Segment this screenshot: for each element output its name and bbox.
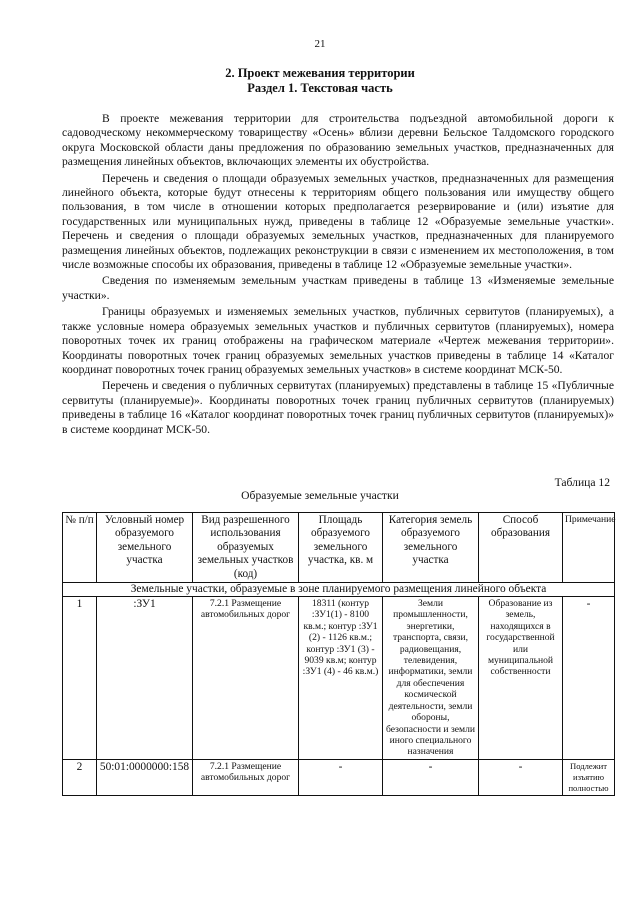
cell-category: Земли промышленности, энергетики, транспорта, связи, радиовещания, телевидения, информатики, земли для обеспечения космической деятельности, земли обороны, безопасности и земли иного специального назначения — [383, 597, 479, 760]
cell-note: Подлежит изъятию полностью — [563, 759, 615, 795]
cell-use: 7.2.1 Размещение автомобильных дорог — [193, 759, 299, 795]
header-cell: Способ образования — [479, 513, 563, 583]
table-section-row — [63, 583, 615, 597]
header-cell: Примечание — [563, 513, 615, 583]
cell-area: - — [299, 759, 383, 795]
table-title: Образуемые земельные участки — [241, 489, 399, 502]
header-cell: Категория земель образуемого земельного участка — [383, 513, 479, 583]
cell-num: 1 — [63, 597, 97, 760]
cell-area: 18311 (контур :ЗУ1(1) - 8100 кв.м.; контур :ЗУ1 (2) - 1126 кв.м.; контур :ЗУ1 (3) - 9039 кв.м; контур :ЗУ1 (4) - 46 кв.м.) — [299, 597, 383, 760]
paragraph: Границы образуемых и изменяемых земельных участков, публичных сервитутов (планируемых), а также условные номера образуемых земельных участков и публичных сервитутов (планируемых), номера поворотных точек их границ отображены на графическом материале «Чертеж межевания территории». Координаты поворотных точек границ образуемых земельных участков приведены в таблице 14 «Каталог координат поворотных точек границ образуемых земельных участков» в системе координат МСК-50. — [62, 305, 614, 376]
section-heading — [0, 66, 640, 96]
cell-note: - — [563, 597, 615, 760]
heading-line-1: 2. Проект межевания территории — [225, 66, 415, 80]
cell-use: 7.2.1 Размещение автомобильных дорог — [193, 597, 299, 760]
table-row — [63, 759, 615, 795]
cell-method: Образование из земель, находящихся в государственной или муниципальной собственности — [479, 597, 563, 760]
cell-id: 50:01:0000000:158 — [97, 759, 193, 795]
cell-method: - — [479, 759, 563, 795]
table-caption: Таблица 12 — [554, 476, 610, 489]
body-text — [62, 112, 614, 439]
cell-category: - — [383, 759, 479, 795]
heading-line-2: Раздел 1. Текстовая часть — [247, 81, 393, 95]
header-cell: Условный номер образуемого земельного участка — [97, 513, 193, 583]
section-cell: Земельные участки, образуемые в зоне планируемого размещения линейного объекта — [63, 583, 615, 597]
paragraph: В проекте межевания территории для строительства подъездной автомобильной дороги к садоводческому некоммерческому товариществу «Осень» вблизи деревни Бельское Талдомского городского округа Московской области даны предложения по образованию земельных участков, предназначенных для размещения линейных объектов, включающих элементы их обустройства. — [62, 112, 614, 169]
header-cell: № п/п — [63, 513, 97, 583]
header-cell: Вид разрешенного использования образуемых земельных участков (код) — [193, 513, 299, 583]
land-plots-table — [62, 512, 615, 796]
paragraph: Перечень и сведения о площади образуемых земельных участков, предназначенных для размещения линейного объекта, которые будут отнесены к территориям общего пользования или имуществу общего пользования, в том числе в отношении которых предполагается резервирование и (или) изъятие для государственных или муниципальных нужд, приведены в таблице 12 «Образуемые земельные участки». Перечень и сведения о площади образуемых земельных участков, предназначенных для планируемого размещения линейных объектов, подлежащих реконструкции в связи с изменением их местоположения, в том числе возможные способы их образования, приведены в таблице 12 «Образуемые земельные участки». — [62, 171, 614, 272]
table-header-row — [63, 513, 615, 583]
paragraph: Сведения по изменяемым земельным участкам приведены в таблице 13 «Изменяемые земельные участки». — [62, 274, 614, 302]
header-cell: Площадь образуемого земельного участка, кв. м — [299, 513, 383, 583]
cell-id: :ЗУ1 — [97, 597, 193, 760]
paragraph: Перечень и сведения о публичных сервитутах (планируемых) представлены в таблице 15 «Публичные сервитуты (планируемые)». Координаты поворотных точек границ публичных сервитутов (планируемых) приведены в таблице 16 «Каталог координат поворотных точек границ публичных сервитутов (планируемых)» в системе координат МСК-50. — [62, 379, 614, 436]
cell-num: 2 — [63, 759, 97, 795]
page-number: 21 — [314, 38, 326, 50]
table-row — [63, 597, 615, 760]
